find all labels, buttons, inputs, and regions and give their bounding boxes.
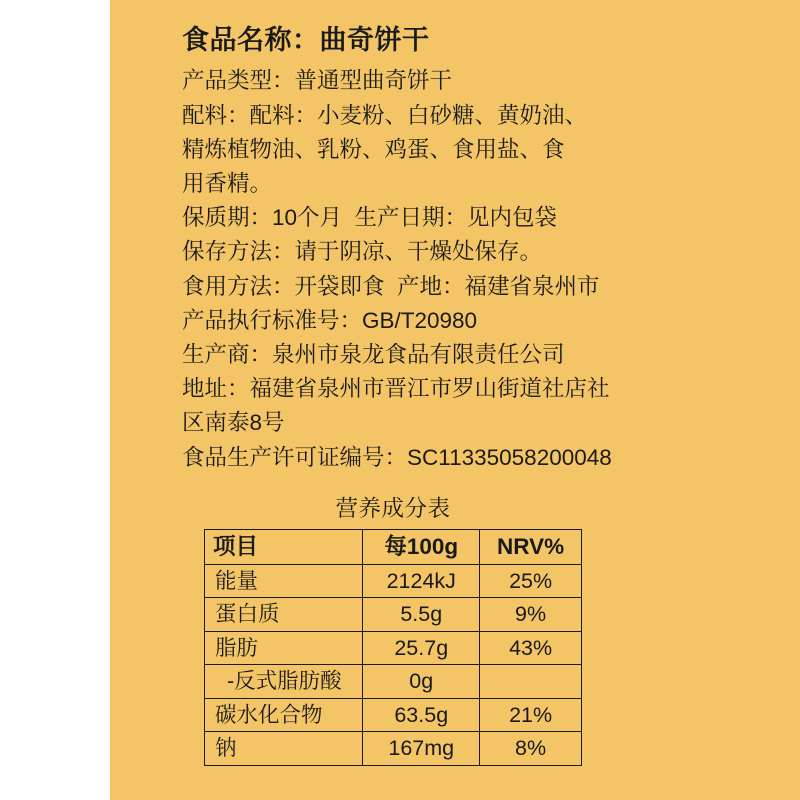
nutrient-per100g: 2124kJ — [363, 564, 480, 598]
table-row — [205, 665, 582, 699]
nutrition-section — [204, 491, 582, 766]
table-row — [205, 698, 582, 732]
nutrient-nrv: 43% — [480, 631, 582, 665]
info-line: 区南泰8号 — [182, 410, 285, 436]
nutrient-name: -反式脂肪酸 — [205, 665, 363, 699]
nutrient-nrv: 9% — [480, 598, 582, 632]
food-label-card — [110, 0, 800, 800]
nutrient-name: 能量 — [205, 564, 363, 598]
nutrient-per100g: 167mg — [363, 732, 480, 766]
table-row — [205, 732, 582, 766]
column-header-item: 项目 — [205, 529, 363, 564]
nutrient-nrv: 21% — [480, 698, 582, 732]
nutrient-name: 脂肪 — [205, 631, 363, 665]
nutrient-per100g: 63.5g — [363, 698, 480, 732]
nutrition-table — [204, 529, 582, 766]
table-row — [205, 564, 582, 598]
table-row — [205, 598, 582, 632]
info-line: 地址：福建省泉州市晋江市罗山街道社店社 — [182, 376, 610, 402]
info-line: 产品类型：普通型曲奇饼干 — [182, 68, 453, 94]
nutrient-name: 碳水化合物 — [205, 698, 363, 732]
page-left-margin — [0, 0, 110, 800]
info-line: 保存方法：请于阴凉、干燥处保存。 — [182, 239, 543, 265]
nutrient-nrv: 8% — [480, 732, 582, 766]
nutrient-name: 蛋白质 — [205, 598, 363, 632]
nutrient-nrv — [480, 665, 582, 699]
info-line: 配料：配料：小麦粉、白砂糖、黄奶油、 — [182, 102, 588, 128]
column-header-per100g: 每100g — [363, 529, 480, 564]
nutrient-per100g: 0g — [363, 665, 480, 699]
nutrient-nrv: 25% — [480, 564, 582, 598]
nutrient-name: 钠 — [205, 732, 363, 766]
table-header-row — [205, 529, 582, 564]
column-header-nrv: NRV% — [480, 529, 582, 564]
nutrient-per100g: 25.7g — [363, 631, 480, 665]
product-info-block — [182, 64, 772, 474]
info-line: 食用方法：开袋即食 产地：福建省泉州市 — [182, 273, 600, 299]
table-row — [205, 631, 582, 665]
info-line: 产品执行标准号：GB/T20980 — [182, 307, 478, 333]
nutrient-per100g: 5.5g — [363, 598, 480, 632]
info-line: 食品生产许可证编号：SC11335058200048 — [182, 444, 612, 470]
info-line: 生产商：泉州市泉龙食品有限责任公司 — [182, 341, 565, 367]
info-line: 保质期：10个月 生产日期：见内包袋 — [182, 205, 558, 231]
nutrition-table-title: 营养成分表 — [335, 495, 451, 521]
info-line: 用香精。 — [182, 171, 273, 196]
page-title: 食品名称：曲奇饼干 — [182, 25, 430, 55]
info-line: 精炼植物油、乳粉、鸡蛋、食用盐、食 — [182, 136, 565, 162]
